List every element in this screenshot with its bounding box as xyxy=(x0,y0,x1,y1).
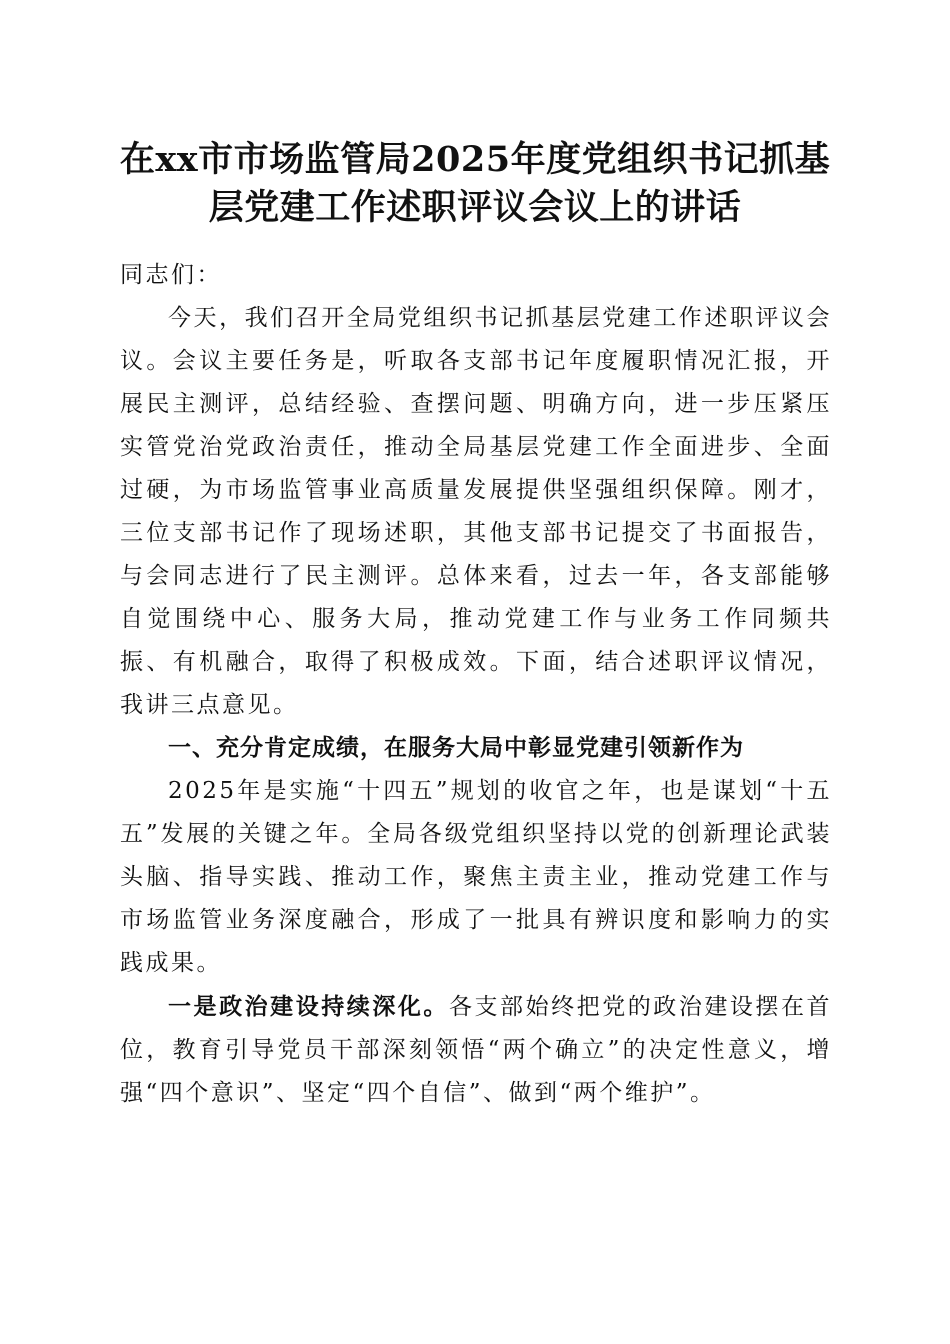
paragraph-lead-phrase: 一是政治建设持续深化。 xyxy=(168,993,449,1020)
section-heading-1: 一、充分肯定成绩，在服务大局中彰显党建引领新作为 xyxy=(168,735,744,761)
paragraph-text: 各支部始终把党的政治建设摆在首位，教育引导党员干部深刻领悟“两个确立”的决定性意义，增强“四个意识”、坚定“四个自信”、做到“两个维护”。 xyxy=(120,994,833,1106)
salutation: 同志们： xyxy=(120,262,222,288)
document-body xyxy=(120,254,832,1115)
title-line-1: 在xx市市场监管局2025年度党组织书记抓基 xyxy=(119,139,831,180)
paragraph-political-building xyxy=(120,985,832,1115)
paragraph-opening: 今天，我们召开全局党组织书记抓基层党建工作述职评议会议。会议主要任务是，听取各支部书记年度履职情况汇报，开展民主测评，总结经验、查摆问题、明确方向，进一步压紧压实管党治党政治责任，推动全局基层党建工作全面进步、全面过硬，为市场监管事业高质量发展提供坚强组织保障。刚才，三位支部书记作了现场述职，其他支部书记提交了书面报告，与会同志进行了民主测评。总体来看，过去一年，各支部能够自觉围绕中心、服务大局，推动党建工作与业务工作同频共振、有机融合，取得了积极成效。下面，结合述职评议情况，我讲三点意见。 xyxy=(120,305,832,718)
paragraph-achievements: 2025年是实施“十四五”规划的收官之年，也是谋划“十五五”发展的关键之年。全局各级党组织坚持以党的创新理论武装头脑、指导实践、推动工作，聚焦主责主业，推动党建工作与市场监管业务深度融合，形成了一批具有辨识度和影响力的实践成果。 xyxy=(120,778,832,976)
title-line-2: 层党建工作述职评议会议上的讲话 xyxy=(208,187,742,228)
document-title xyxy=(110,136,840,232)
